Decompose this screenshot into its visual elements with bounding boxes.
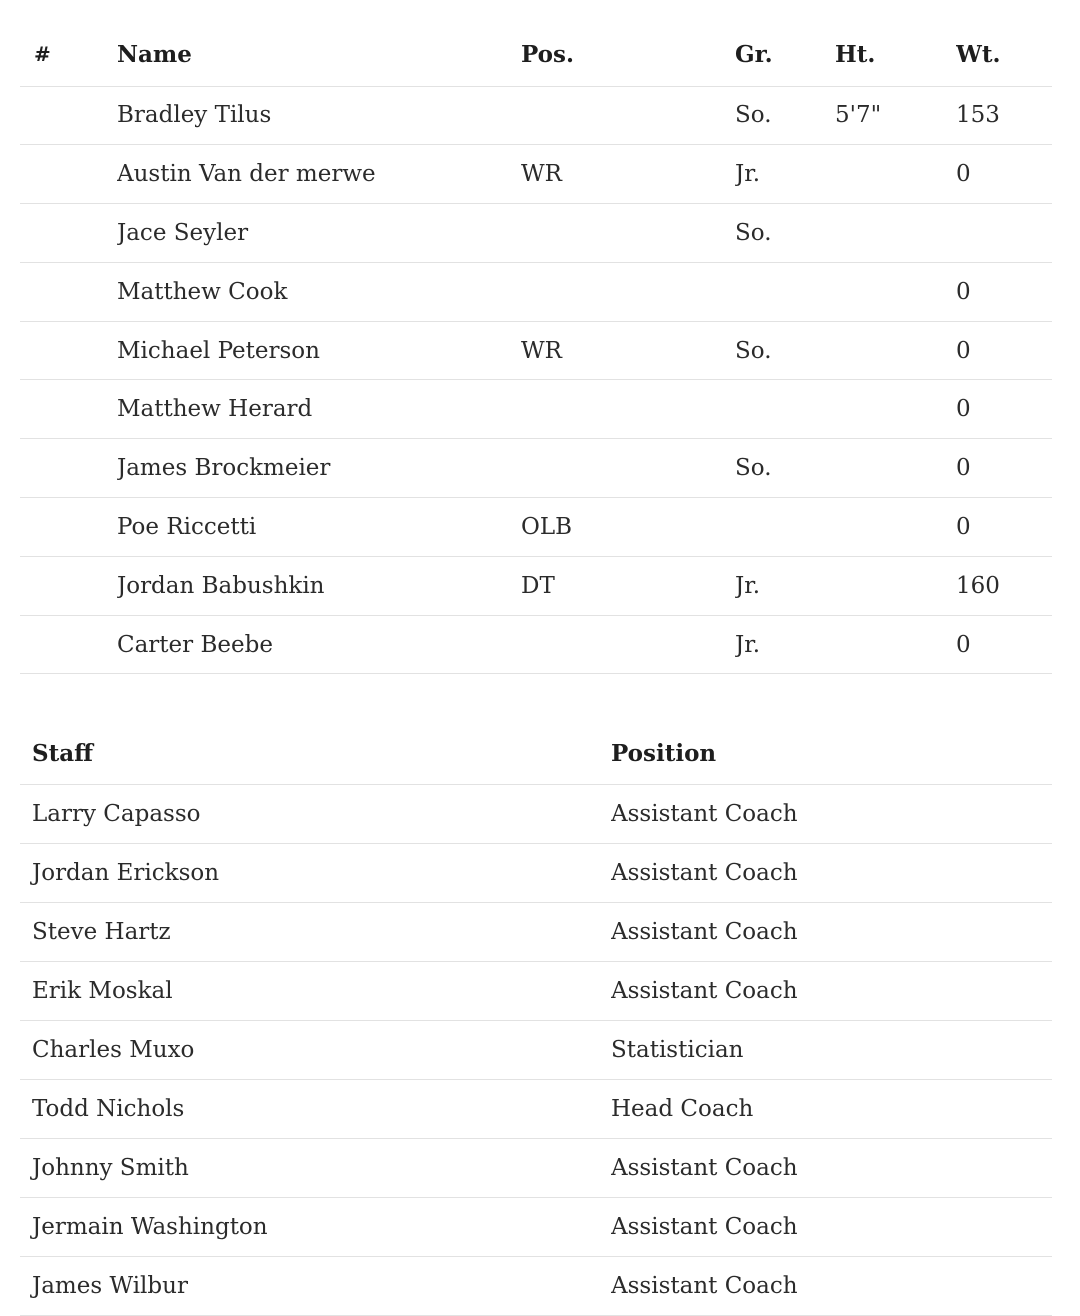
table-row xyxy=(20,204,1052,263)
player-height xyxy=(835,204,956,263)
roster-table xyxy=(20,23,1052,674)
player-grade: So. xyxy=(735,337,772,364)
staff-position: Statistician xyxy=(611,1036,744,1063)
player-weight: 0 xyxy=(956,337,971,364)
table-row xyxy=(20,784,1052,843)
roster-header-name[interactable]: Name xyxy=(117,40,192,68)
table-row xyxy=(20,1197,1052,1256)
staff-name: Johnny Smith xyxy=(32,1154,189,1181)
staff-name: James Wilbur xyxy=(32,1272,188,1299)
table-row xyxy=(20,498,1052,557)
player-grade xyxy=(735,380,835,439)
player-height xyxy=(835,321,956,380)
staff-position: Assistant Coach xyxy=(611,859,798,886)
player-grade: So. xyxy=(735,102,772,129)
player-height xyxy=(835,556,956,615)
staff-position: Assistant Coach xyxy=(611,1272,798,1299)
player-name: Matthew Herard xyxy=(117,396,313,423)
player-weight: 0 xyxy=(956,631,971,658)
player-name: Carter Beebe xyxy=(117,631,273,658)
player-position xyxy=(521,439,735,498)
player-position xyxy=(521,204,735,263)
player-height: 5'7" xyxy=(835,102,882,129)
staff-position: Assistant Coach xyxy=(611,918,798,945)
player-grade: Jr. xyxy=(735,631,760,658)
player-weight xyxy=(956,204,1052,263)
player-grade: So. xyxy=(735,219,772,246)
player-position: DT xyxy=(521,572,555,599)
roster-header-number[interactable]: # xyxy=(34,42,51,67)
player-name: James Brockmeier xyxy=(117,455,331,482)
table-row xyxy=(20,902,1052,961)
table-row xyxy=(20,321,1052,380)
staff-name: Todd Nichols xyxy=(32,1095,185,1122)
staff-header-position[interactable]: Position xyxy=(611,739,717,767)
table-row xyxy=(20,86,1052,145)
player-number xyxy=(20,145,117,204)
player-height xyxy=(835,439,956,498)
player-position xyxy=(521,615,735,674)
staff-position: Assistant Coach xyxy=(611,1213,798,1240)
player-weight: 153 xyxy=(956,102,1000,129)
table-row xyxy=(20,1020,1052,1079)
staff-position: Head Coach xyxy=(611,1095,754,1122)
player-grade xyxy=(735,262,835,321)
table-row xyxy=(20,843,1052,902)
player-name: Austin Van der merwe xyxy=(117,161,376,188)
player-name: Poe Riccetti xyxy=(117,513,257,540)
table-row xyxy=(20,439,1052,498)
player-grade xyxy=(735,498,835,557)
staff-name: Charles Muxo xyxy=(32,1036,195,1063)
player-name: Matthew Cook xyxy=(117,278,288,305)
player-weight: 160 xyxy=(956,572,1000,599)
player-position: WR xyxy=(521,161,562,188)
table-row xyxy=(20,961,1052,1020)
roster-header-row xyxy=(20,23,1052,86)
player-name: Bradley Tilus xyxy=(117,102,272,129)
player-name: Jace Seyler xyxy=(117,219,249,246)
player-height xyxy=(835,498,956,557)
staff-position: Assistant Coach xyxy=(611,977,798,1004)
staff-table xyxy=(20,723,1052,1316)
table-row xyxy=(20,615,1052,674)
player-position: WR xyxy=(521,337,562,364)
table-row xyxy=(20,1079,1052,1138)
table-row xyxy=(20,1256,1052,1315)
table-row xyxy=(20,262,1052,321)
staff-name: Jordan Erickson xyxy=(32,859,220,886)
table-row xyxy=(20,1138,1052,1197)
player-name: Jordan Babushkin xyxy=(117,572,325,599)
staff-name: Jermain Washington xyxy=(32,1213,268,1240)
player-height xyxy=(835,380,956,439)
player-number xyxy=(20,498,117,557)
player-number xyxy=(20,86,117,145)
player-number xyxy=(20,615,117,674)
player-grade: Jr. xyxy=(735,161,760,188)
staff-name: Erik Moskal xyxy=(32,977,173,1004)
staff-name: Larry Capasso xyxy=(32,800,201,827)
staff-position: Assistant Coach xyxy=(611,1154,798,1181)
player-number xyxy=(20,262,117,321)
player-height xyxy=(835,145,956,204)
roster-header-position[interactable]: Pos. xyxy=(521,40,574,68)
staff-position: Assistant Coach xyxy=(611,800,798,827)
staff-header-row xyxy=(20,723,1052,784)
table-row xyxy=(20,380,1052,439)
player-position: OLB xyxy=(521,513,573,540)
player-weight: 0 xyxy=(956,161,971,188)
staff-name: Steve Hartz xyxy=(32,918,171,945)
player-position xyxy=(521,380,735,439)
player-number xyxy=(20,439,117,498)
roster-header-grade[interactable]: Gr. xyxy=(735,40,773,68)
staff-header-name[interactable]: Staff xyxy=(32,739,94,767)
table-row xyxy=(20,556,1052,615)
player-number xyxy=(20,380,117,439)
roster-header-weight[interactable]: Wt. xyxy=(956,40,1001,68)
player-number xyxy=(20,556,117,615)
roster-header-height[interactable]: Ht. xyxy=(835,40,876,68)
player-grade: So. xyxy=(735,455,772,482)
player-weight: 0 xyxy=(956,278,971,305)
player-number xyxy=(20,321,117,380)
player-position xyxy=(521,262,735,321)
table-row xyxy=(20,145,1052,204)
player-height xyxy=(835,262,956,321)
player-grade: Jr. xyxy=(735,572,760,599)
player-number xyxy=(20,204,117,263)
player-weight: 0 xyxy=(956,396,971,423)
player-weight: 0 xyxy=(956,455,971,482)
player-weight: 0 xyxy=(956,513,971,540)
player-height xyxy=(835,615,956,674)
player-position xyxy=(521,86,735,145)
player-name: Michael Peterson xyxy=(117,337,320,364)
